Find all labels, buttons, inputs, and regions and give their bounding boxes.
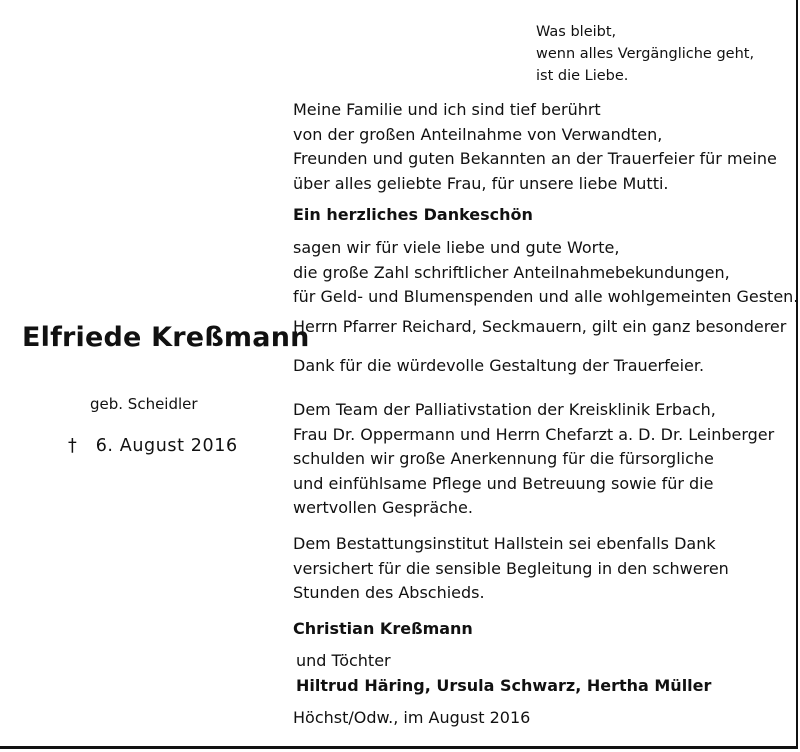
maiden-name: geb. Scheidler: [90, 395, 198, 413]
quote-line: wenn alles Vergängliche geht,: [536, 46, 755, 62]
intro-line: über alles geliebte Frau, für unsere liebe Mutti.: [293, 173, 669, 193]
intro-line: von der großen Anteilnahme von Verwandten,: [293, 124, 663, 144]
intro-paragraph: [293, 98, 777, 196]
death-cross-icon: †: [68, 436, 78, 456]
daughters-names: Hiltrud Häring, Ursula Schwarz, Hertha Müller: [296, 676, 712, 695]
intro-line: Freunden und guten Bekannten an der Trauerfeier für meine: [293, 149, 777, 168]
death-date: 6. August 2016: [95, 436, 238, 456]
thanks-line: die große Zahl schriftlicher Anteilnahmebekundungen,: [293, 262, 730, 282]
palliative-line: Frau Dr. Oppermann und Herrn Chefarzt a. D. Dr. Leinberger: [293, 424, 775, 444]
thanks-line: sagen wir für viele liebe und gute Worte,: [293, 238, 620, 257]
funeral-home-line: versichert für die sensible Begleitung in den schweren: [293, 558, 729, 578]
and-daughters: und Töchter: [296, 651, 391, 670]
death-date-row: [68, 436, 238, 456]
palliative-line: und einfühlsame Pflege und Betreuung sowie für die: [293, 473, 714, 493]
place-date: Höchst/Odw., im August 2016: [293, 708, 531, 727]
funeral-home-line: Dem Bestattungsinstitut Hallstein sei ebenfalls Dank: [293, 534, 716, 553]
quote-line: ist die Liebe.: [536, 68, 629, 84]
palliative-paragraph: [293, 398, 774, 521]
funeral-home-line: Stunden des Abschieds.: [293, 583, 485, 602]
quote-line: Was bleibt,: [536, 24, 617, 40]
palliative-line: wertvollen Gespräche.: [293, 498, 473, 517]
palliative-line: schulden wir große Anerkennung für die fürsorgliche: [293, 449, 714, 468]
signer-name: Christian Kreßmann: [293, 619, 473, 638]
quote: [536, 21, 754, 87]
deceased-name: Elfriede Kreßmann: [22, 322, 310, 353]
palliative-line: Dem Team der Palliativstation der Kreisklinik Erbach,: [293, 400, 716, 419]
thanks-heading: Ein herzliches Dankeschön: [293, 205, 533, 224]
thanks-line: für Geld- und Blumenspenden und alle wohlgemeinten Gesten.: [293, 287, 799, 306]
funeral-home-paragraph: [293, 532, 729, 606]
intro-line: Meine Familie und ich sind tief berührt: [293, 100, 601, 119]
thanks-paragraph: [293, 236, 798, 310]
pastor-line-2: Dank für die würdevolle Gestaltung der Trauerfeier.: [293, 356, 705, 375]
pastor-line: Herrn Pfarrer Reichard, Seckmauern, gilt ein ganz besonderer: [293, 317, 787, 336]
